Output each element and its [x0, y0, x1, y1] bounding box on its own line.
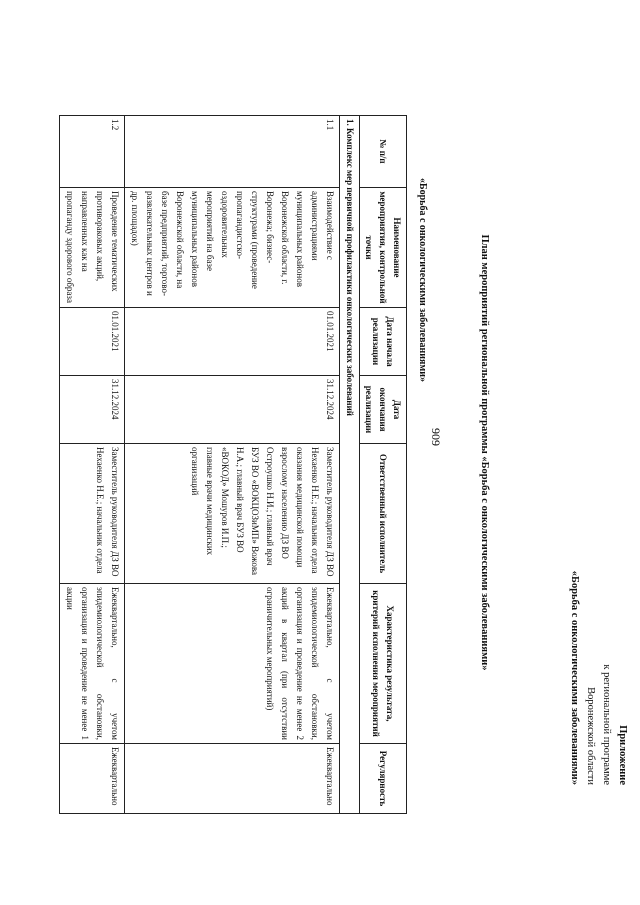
col-header-result: Характеристика результата, критерий исполнения мероприятий: [360, 584, 407, 744]
row-num: 1.1: [125, 116, 340, 188]
row-num: 1.2: [60, 116, 125, 188]
row-name: Проведение тематических противораковых акций, направленных как на пропаганду здорового образа: [60, 188, 125, 308]
row-regularity: Ежеквартально: [125, 744, 340, 814]
appendix-header: [566, 571, 630, 785]
col-header-start: Дата начала реализации: [360, 308, 407, 376]
row-result: Ежеквартально, с учетом эпидемиологической обстановки, организация и проведение не менее 1 акции: [60, 584, 125, 744]
row-responsible: Заместитель руководителя ДЗ ВО Нехаенко Н.Е.; начальник отдела оказания медицинской помощи взрослому населению ДЗ ВО Остроушко Н.И.; главный врач БУЗ ВО «ВОКЦОЗиМП» Вожова Н.А.; главный врач БУЗ ВО «ВОКОД» Мошуров И.П.; главные врачи медицинских организаций: [125, 444, 340, 584]
page-number: 909: [429, 428, 443, 446]
section-row: [340, 116, 360, 814]
plan-subtitle: «Борьба с онкологическими заболеваниями»: [417, 177, 428, 383]
col-header-responsible: Ответственный исполнитель: [360, 444, 407, 584]
col-header-num: № п/п: [360, 116, 407, 188]
row-result: Ежеквартально, с учетом эпидемиологической обстановки, организация и проведение не менее 2 акций в квартал (при отсутствии ограничительных мероприятий): [125, 584, 340, 744]
appendix-line1: Приложение: [617, 725, 628, 785]
col-header-name: Наименование мероприятия, контрольной точки: [360, 188, 407, 308]
section-title: 1. Комплекс мер первичной профилактики онкологических заболеваний: [340, 116, 360, 814]
col-header-regularity: Регулярность: [360, 744, 407, 814]
appendix-line2: к региональной программе: [601, 664, 612, 785]
row-regularity: Ежеквартально: [60, 744, 125, 814]
table-row: [125, 116, 340, 814]
appendix-line3: Воронежской области: [585, 687, 596, 785]
table-row: [60, 116, 125, 814]
row-end: 31.12.2024: [60, 376, 125, 444]
row-start: 01.01.2021: [60, 308, 125, 376]
row-name: Взаимодействие с администрациями муниципальных районов Воронежской области, г. Воронежа; бизнес-структурами (проведение пропагандистско-оздоровительных мероприятий на базе муниципальных районов Воронежской области, на базе предприятий, торгово-развлекательных центров и др. площадок): [125, 188, 340, 308]
plan-table: [59, 115, 407, 814]
row-end: 31.12.2024: [125, 376, 340, 444]
row-responsible: Заместитель руководителя ДЗ ВО Нехаенко Н.Е.; начальник отдела: [60, 444, 125, 584]
col-header-end: Дата окончания реализации: [360, 376, 407, 444]
plan-title: План мероприятий региональной программы «Борьба с онкологическими заболеваниями»: [479, 234, 490, 671]
row-start: 01.01.2021: [125, 308, 340, 376]
appendix-line4: «Борьба с онкологическими заболеваниями»: [569, 570, 580, 785]
header-row: [360, 116, 407, 814]
